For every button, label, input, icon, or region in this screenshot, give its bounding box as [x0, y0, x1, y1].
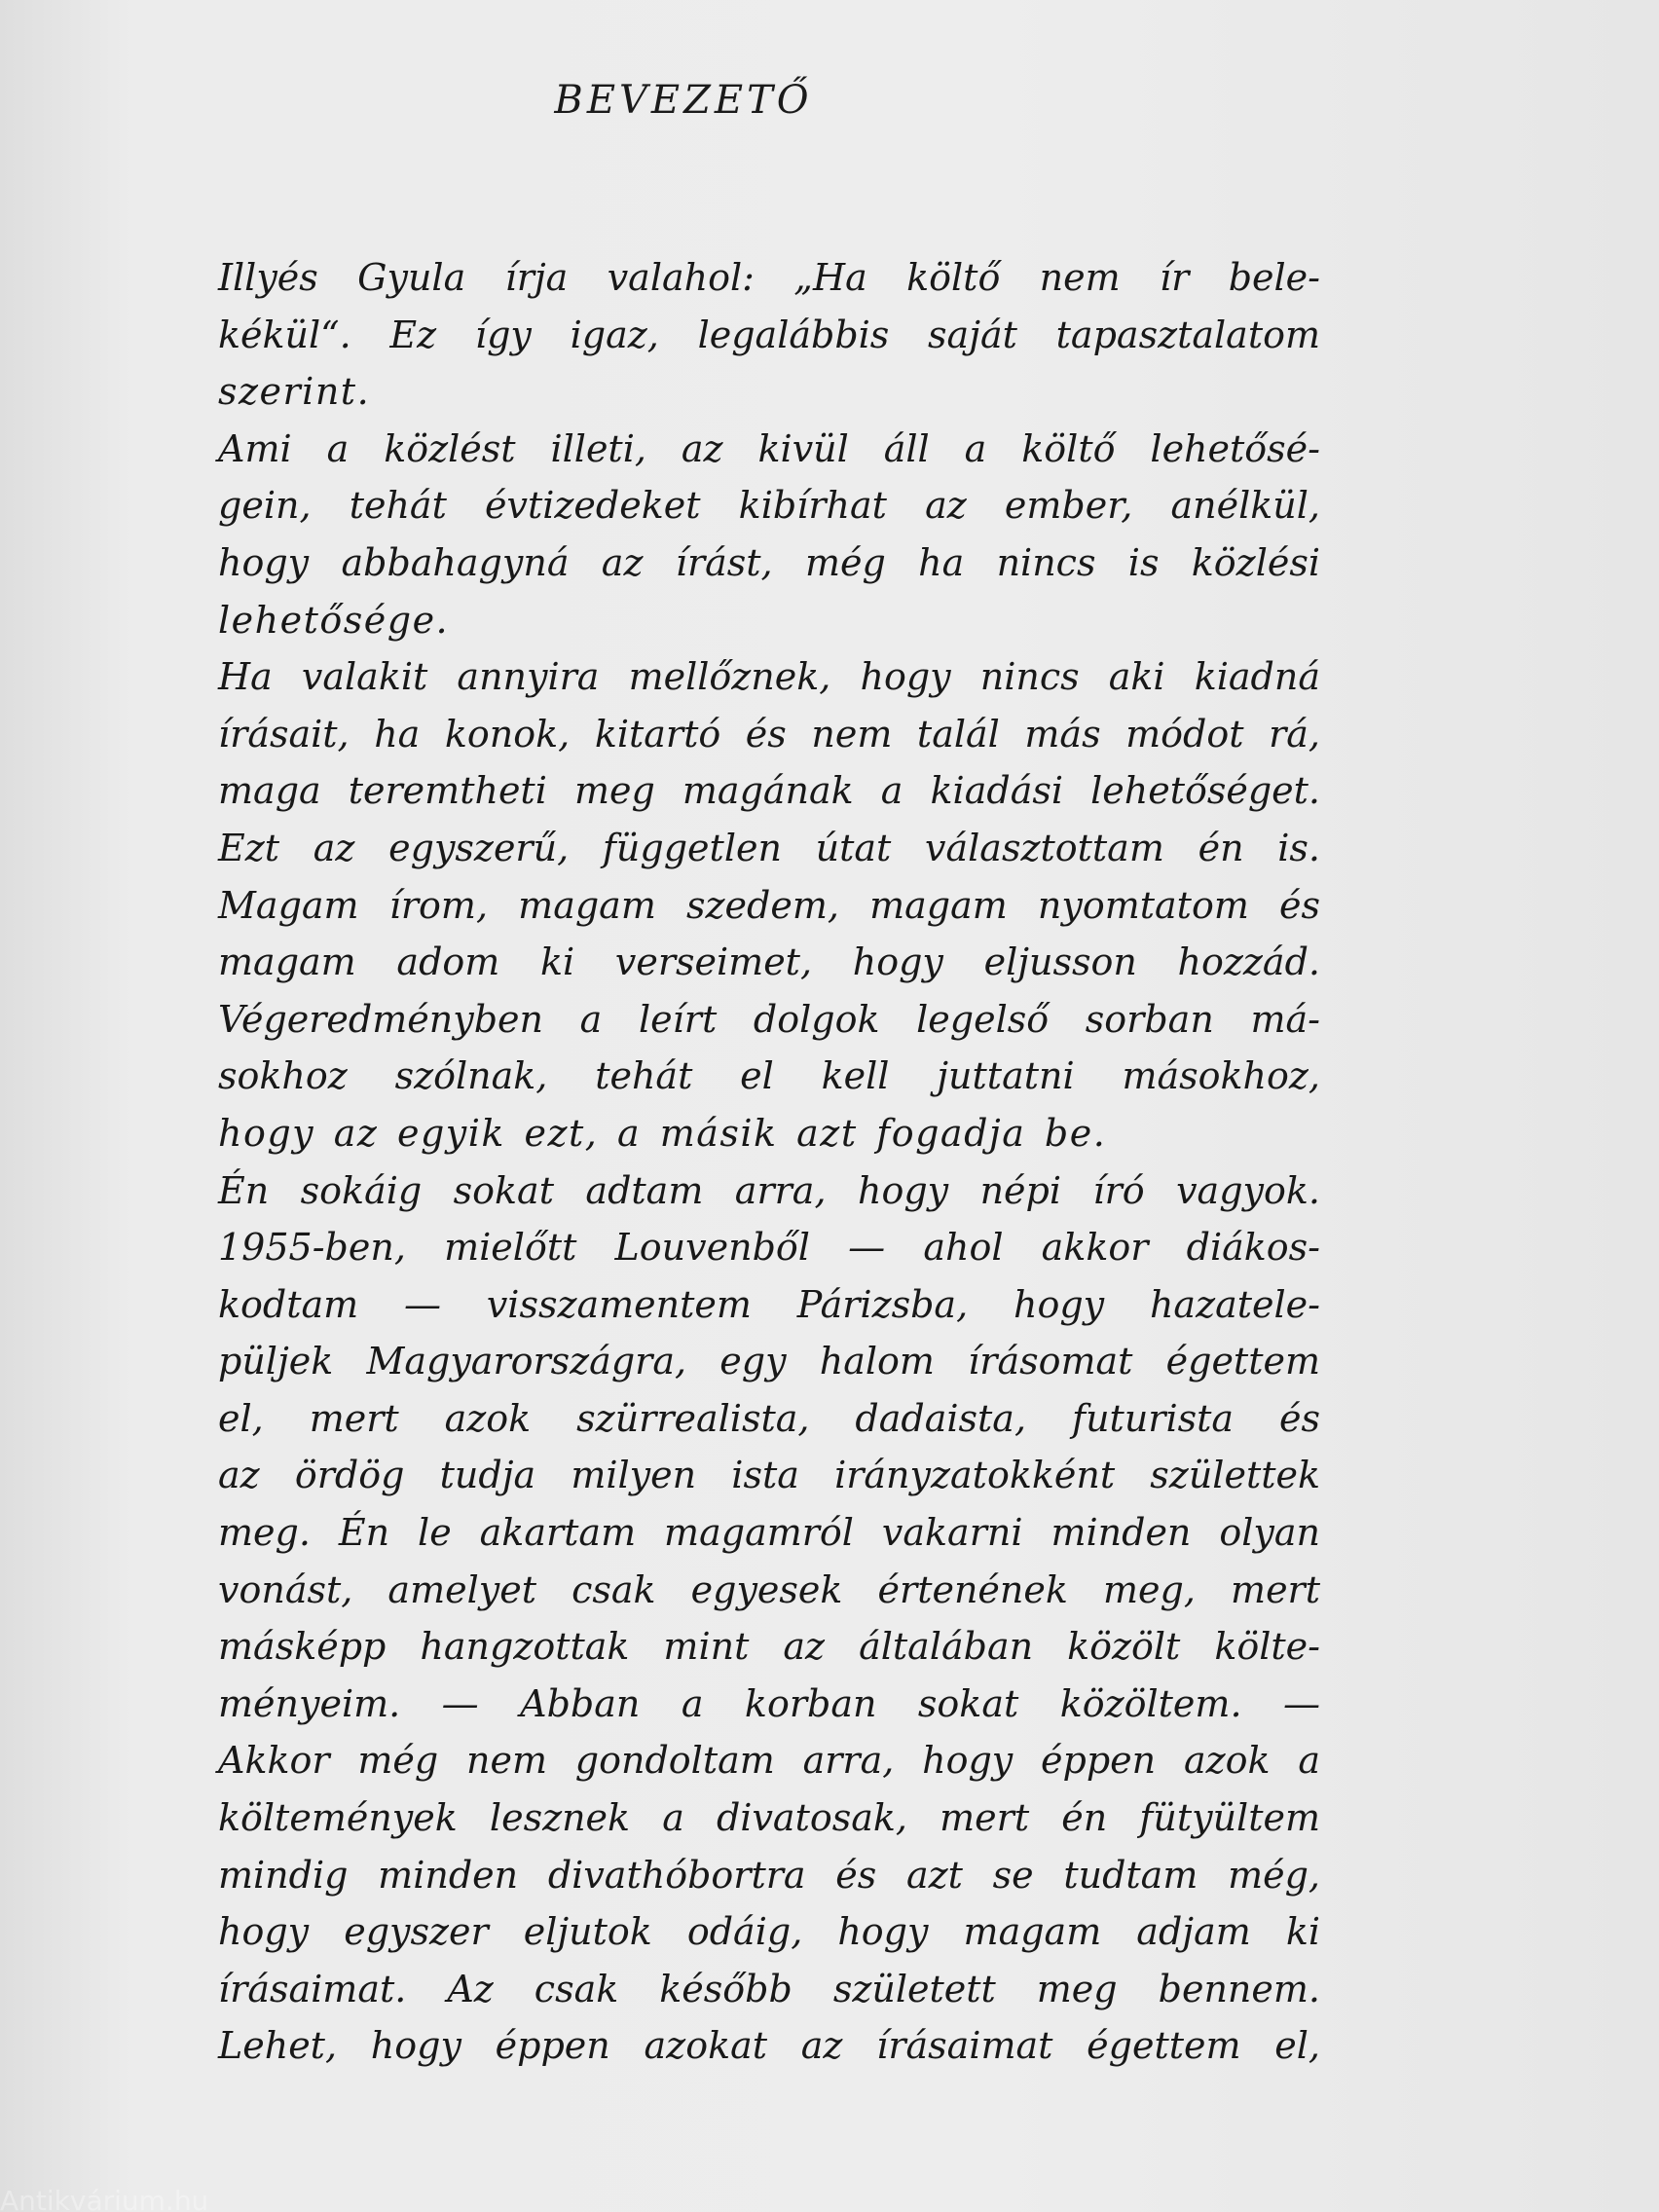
text-line: vonást, amelyet csak egyesek értenének meg, mert	[218, 1567, 1320, 1611]
text-line: kodtam — visszamentem Párizsba, hogy hazatele-	[218, 1282, 1320, 1326]
page-title: BEVEZETŐ	[554, 78, 813, 123]
text-line: 1955-ben, mielőtt Louvenből — ahol akkor diákos-	[218, 1226, 1320, 1270]
text-line: másképp hangzottak mint az általában közölt költe-	[218, 1625, 1320, 1669]
text-line: mindig minden divathóbortra és azt se tudtam még,	[218, 1853, 1320, 1897]
text-line: Magam írom, magam szedem, magam nyomtatom és	[218, 883, 1320, 927]
text-line: hogy abbahagyná az írást, még ha nincs is közlési	[218, 540, 1320, 584]
watermark: Antikvárium.hu	[0, 2185, 209, 2212]
text-line: Én sokáig sokat adtam arra, hogy népi író vagyok.	[218, 1168, 1320, 1212]
text-line: hogy egyszer eljutok odáig, hogy magam adjam ki	[218, 1910, 1320, 1954]
text-line: ményeim. — Abban a korban sokat közöltem. —	[218, 1681, 1320, 1725]
text-line: püljek Magyarországra, egy halom írásomat égettem	[218, 1340, 1320, 1383]
text-line: írásait, ha konok, kitartó és nem talál más módot rá,	[218, 712, 1320, 756]
text-line: Ami a közlést illeti, az kivül áll a költő lehetősé-	[218, 426, 1320, 470]
text-line: Ha valakit annyira mellőznek, hogy nincs aki kiadná	[218, 655, 1320, 699]
text-line: költemények lesznek a divatosak, mert én fütyültem	[218, 1796, 1320, 1840]
text-line: kékül“. Ez így igaz, legalábbis saját tapasztalatom	[218, 313, 1320, 356]
text-line: meg. Én le akartam magamról vakarni minden olyan	[218, 1511, 1320, 1555]
text-line: Illyés Gyula írja valahol: „Ha költő nem ír bele-	[218, 256, 1320, 299]
text-line: Akkor még nem gondoltam arra, hogy éppen azok a	[218, 1739, 1320, 1783]
text-line: el, mert azok szürrealista, dadaista, futurista és	[218, 1396, 1320, 1440]
text-line: Lehet, hogy éppen azokat az írásaimat égettem el,	[218, 2024, 1320, 2068]
text-line: írásaimat. Az csak később született meg bennem.	[218, 1967, 1320, 2010]
text-line: maga teremtheti meg magának a kiadási lehetőséget.	[218, 769, 1320, 813]
text-line: magam adom ki verseimet, hogy eljusson hozzád.	[218, 940, 1320, 984]
text-line: gein, tehát évtizedeket kibírhat az ember, anélkül,	[218, 484, 1320, 528]
text-line: Végeredményben a leírt dolgok legelső sorban má-	[218, 997, 1320, 1041]
text-line: hogy az egyik ezt, a másik azt fogadja be.	[218, 1111, 1107, 1155]
body-text	[218, 249, 1320, 2075]
text-line: szerint.	[218, 370, 371, 414]
text-line: lehetősége.	[218, 598, 450, 642]
text-line: az ördög tudja milyen ista irányzatokként születtek	[218, 1454, 1320, 1497]
text-line: Ezt az egyszerű, független útat választottam én is.	[218, 826, 1320, 869]
text-line: sokhoz szólnak, tehát el kell juttatni másokhoz,	[218, 1054, 1320, 1098]
